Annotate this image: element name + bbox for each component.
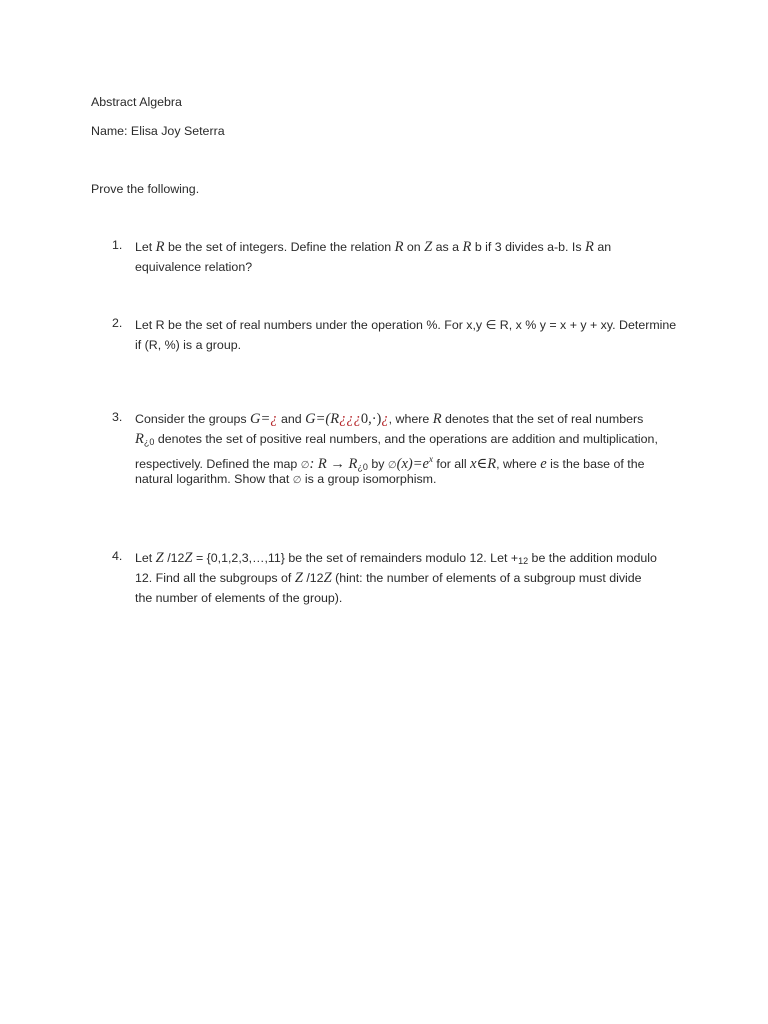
empty-set-symbol: ∅ (300, 460, 310, 471)
empty-set-symbol: ∅ (292, 475, 302, 486)
problem-body (135, 315, 695, 355)
problem-line: Let R be the set of integers. Define the relation R on Z as a R b if 3 divides a-b. Is R an (135, 239, 612, 255)
problem-line: the number of elements of the group). (135, 591, 343, 605)
instruction-text: Prove the following. (91, 182, 200, 196)
student-name: Name: Elisa Joy Seterra (91, 124, 225, 138)
problem-line: if (R, %) is a group. (135, 338, 242, 352)
empty-set-symbol: ∅ (387, 460, 397, 471)
problem-number: 3. (112, 410, 123, 424)
problem-line: Let R be the set of real numbers under the operation %. For x,y ∈ R, x % y = x + y + xy. Determine (135, 318, 677, 332)
problem-line: R¿0 denotes the set of positive real numbers, and the operations are addition and multiplication, (135, 431, 658, 447)
problem-line: natural logarithm. Show that ∅ is a group isomorphism. (135, 472, 437, 486)
problem-line: Consider the groups G=¿ and G=(R¿¿¿0,·)¿, where R denotes that the set of real numbers (135, 411, 644, 427)
problem-number: 2. (112, 316, 123, 330)
problem-body (135, 548, 695, 608)
problem-line: 12. Find all the subgroups of Z /12Z (hint: the number of elements of a subgroup must divide (135, 570, 642, 586)
problem-body (135, 237, 695, 277)
problem-line: Let Z /12Z = {0,1,2,3,…,11} be the set of remainders modulo 12. Let +12 be the addition modulo (135, 550, 657, 566)
course-title: Abstract Algebra (91, 95, 182, 109)
problem-number: 1. (112, 238, 123, 252)
problem-body (135, 409, 695, 489)
problem-line: respectively. Defined the map ∅: R → R¿0 by $\emptyset(x)=e^x$ for all x∈R, where e is the base of the (135, 454, 645, 472)
problem-line: equivalence relation? (135, 260, 253, 274)
problem-number: 4. (112, 549, 123, 563)
